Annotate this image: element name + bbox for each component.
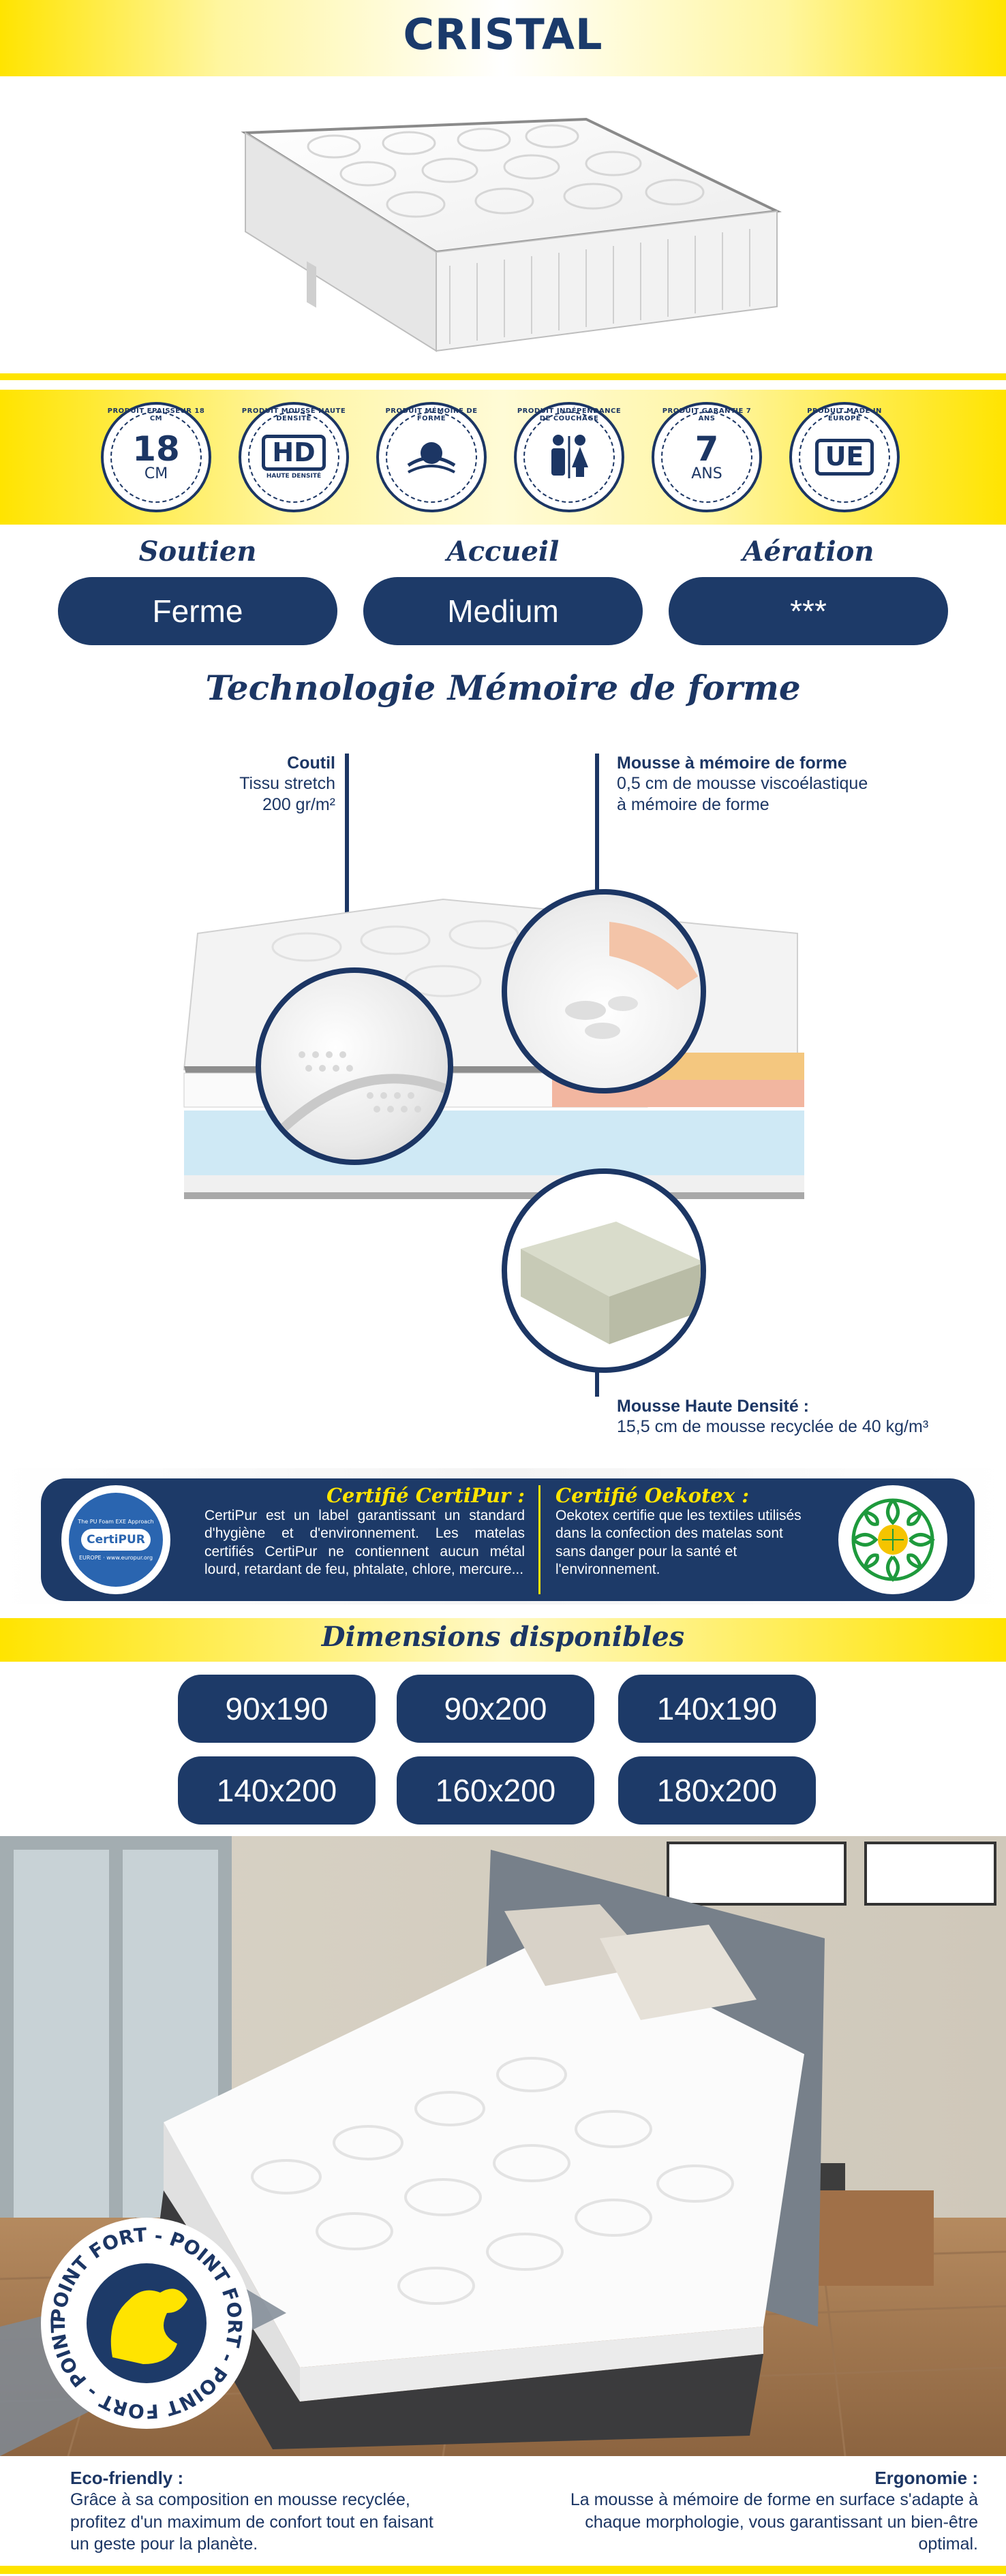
- size-option[interactable]: 160x200: [397, 1756, 594, 1825]
- size-option[interactable]: 140x190: [618, 1675, 816, 1743]
- coutil-title: Coutil: [287, 754, 335, 773]
- memory-pointer-line: [595, 754, 599, 894]
- technology-title: Technologie Mémoire de forme: [205, 668, 801, 708]
- point-fort-ring: [41, 2218, 252, 2429]
- size-option[interactable]: 90x190: [178, 1675, 376, 1743]
- certipur-logo: [61, 1485, 170, 1594]
- badge-ring-text: PRODUIT MADE IN EUROPE: [807, 407, 882, 422]
- point-fort-badge: [41, 2218, 252, 2429]
- badge-unit: HAUTE DENSITÉ: [266, 473, 322, 480]
- bottom-divider-line: [0, 2566, 1006, 2574]
- oekotex-logo: [838, 1485, 947, 1594]
- oekotex-title: Certifié Oekotex :: [555, 1484, 749, 1507]
- high-density-badge: [239, 402, 349, 512]
- oekotex-section: [555, 1484, 808, 1579]
- eco-friendly-title: Eco-friendly :: [70, 2468, 184, 2488]
- memory-line1: 0,5 cm de mousse viscoélastique: [617, 774, 868, 793]
- point-fort-ring-text: POINT FORT - POINT FORT - POINT FORT - POINT: [46, 2223, 247, 2423]
- eco-friendly-text: Grâce à sa composition en mousse recyclée, profitez d'un maximum de confort tout en faisant un geste pour la planète.: [70, 2490, 433, 2554]
- foam-line1: 15,5 cm de mousse recyclée de 40 kg/m³: [617, 1417, 929, 1436]
- certipur-title: Certifié CertiPur :: [326, 1484, 525, 1507]
- size-option[interactable]: 90x200: [397, 1675, 594, 1743]
- oekotex-text: Oekotex certifie que les textiles utilisés dans la confection des matelas sont sans danger pour la santé et l'environnement.: [555, 1508, 802, 1577]
- certipur-text: CertiPur est un label garantissant un standard d'hygiène et d'environnement. Les matelas certifiés CertiPur ne contiennent aucun métal lourd, retardant de feu, phtalate, chlore, mercure...: [204, 1508, 525, 1577]
- oekotex-flower-icon: [838, 1485, 947, 1594]
- badge-unit: CM: [144, 465, 168, 482]
- badge-value: 18: [132, 429, 180, 469]
- certipur-ring-top: The PU Foam EXE Approach: [78, 1519, 154, 1525]
- coutil-zoom-circle: [256, 967, 453, 1165]
- badge-ring-text: PRODUIT MOUSSE HAUTE DENSITÉ: [241, 407, 346, 422]
- badge-ring-text: PRODUIT MÉMOIRE DE FORME: [385, 407, 478, 422]
- ergonomics-title: Ergonomie :: [874, 2468, 978, 2488]
- memory-callout: [617, 754, 971, 816]
- foam-callout: [617, 1397, 999, 1438]
- ergonomics-text: La mousse à mémoire de forme en surface s'adapte à chaque morphologie, vous garantissant un bien-être optimal.: [570, 2490, 978, 2554]
- memory-line2: à mémoire de forme: [617, 795, 769, 815]
- certipur-ring-bottom: EUROPE · www.europur.org: [78, 1555, 153, 1561]
- divider-line: [0, 373, 1006, 380]
- foam-block-illustration: [507, 1174, 706, 1373]
- badge-ring-text: PRODUIT INDÉPENDANCE DE COUCHAGE: [517, 407, 622, 422]
- thickness-badge: [101, 402, 211, 512]
- ventilation-label: Aération: [742, 536, 874, 568]
- badge-ring-text: PRODUIT EPAISSEUR 18 CM: [107, 407, 205, 422]
- size-option[interactable]: 140x200: [178, 1756, 376, 1825]
- product-title: CRISTAL: [403, 10, 603, 59]
- comfort-value-pill: Medium: [363, 577, 643, 645]
- foam-title: Mousse Haute Densité :: [617, 1397, 810, 1416]
- memory-foam-icon: [404, 437, 459, 478]
- coutil-line2: 200 gr/m²: [262, 795, 335, 815]
- badge-unit: ANS: [691, 465, 722, 482]
- dimensions-title: Dimensions disponibles: [321, 1621, 685, 1653]
- comfort-label: Accueil: [446, 536, 560, 568]
- coutil-callout: [123, 754, 335, 816]
- ventilation-value-pill: ***: [669, 577, 948, 645]
- warranty-badge: [652, 402, 762, 512]
- coutil-line1: Tissu stretch: [239, 774, 335, 793]
- foam-pointer-line: [595, 1369, 599, 1397]
- memory-zoom-circle: [502, 889, 706, 1093]
- size-option[interactable]: 180x200: [618, 1756, 816, 1825]
- memory-foam-badge: [376, 402, 487, 512]
- badge-value: UE: [815, 439, 874, 476]
- certification-divider: [538, 1485, 540, 1594]
- couple-icon: [542, 433, 596, 481]
- eco-friendly-section: [70, 2468, 452, 2556]
- made-in-europe-badge: [789, 402, 900, 512]
- support-label: Soutien: [138, 536, 257, 568]
- foam-zoom-circle: [502, 1168, 706, 1373]
- certipur-section: [204, 1484, 525, 1579]
- badge-value: 7: [695, 429, 719, 469]
- badge-value: HD: [262, 435, 325, 471]
- independence-badge: [514, 402, 624, 512]
- support-value-pill: Ferme: [58, 577, 337, 645]
- badge-ring-text: PRODUIT GARANTIE 7 ANS: [662, 407, 752, 422]
- certipur-logo-text: CertiPUR: [81, 1529, 151, 1551]
- ergonomics-section: [535, 2468, 978, 2556]
- mattress-image: [232, 109, 791, 361]
- memory-title: Mousse à mémoire de forme: [617, 754, 847, 773]
